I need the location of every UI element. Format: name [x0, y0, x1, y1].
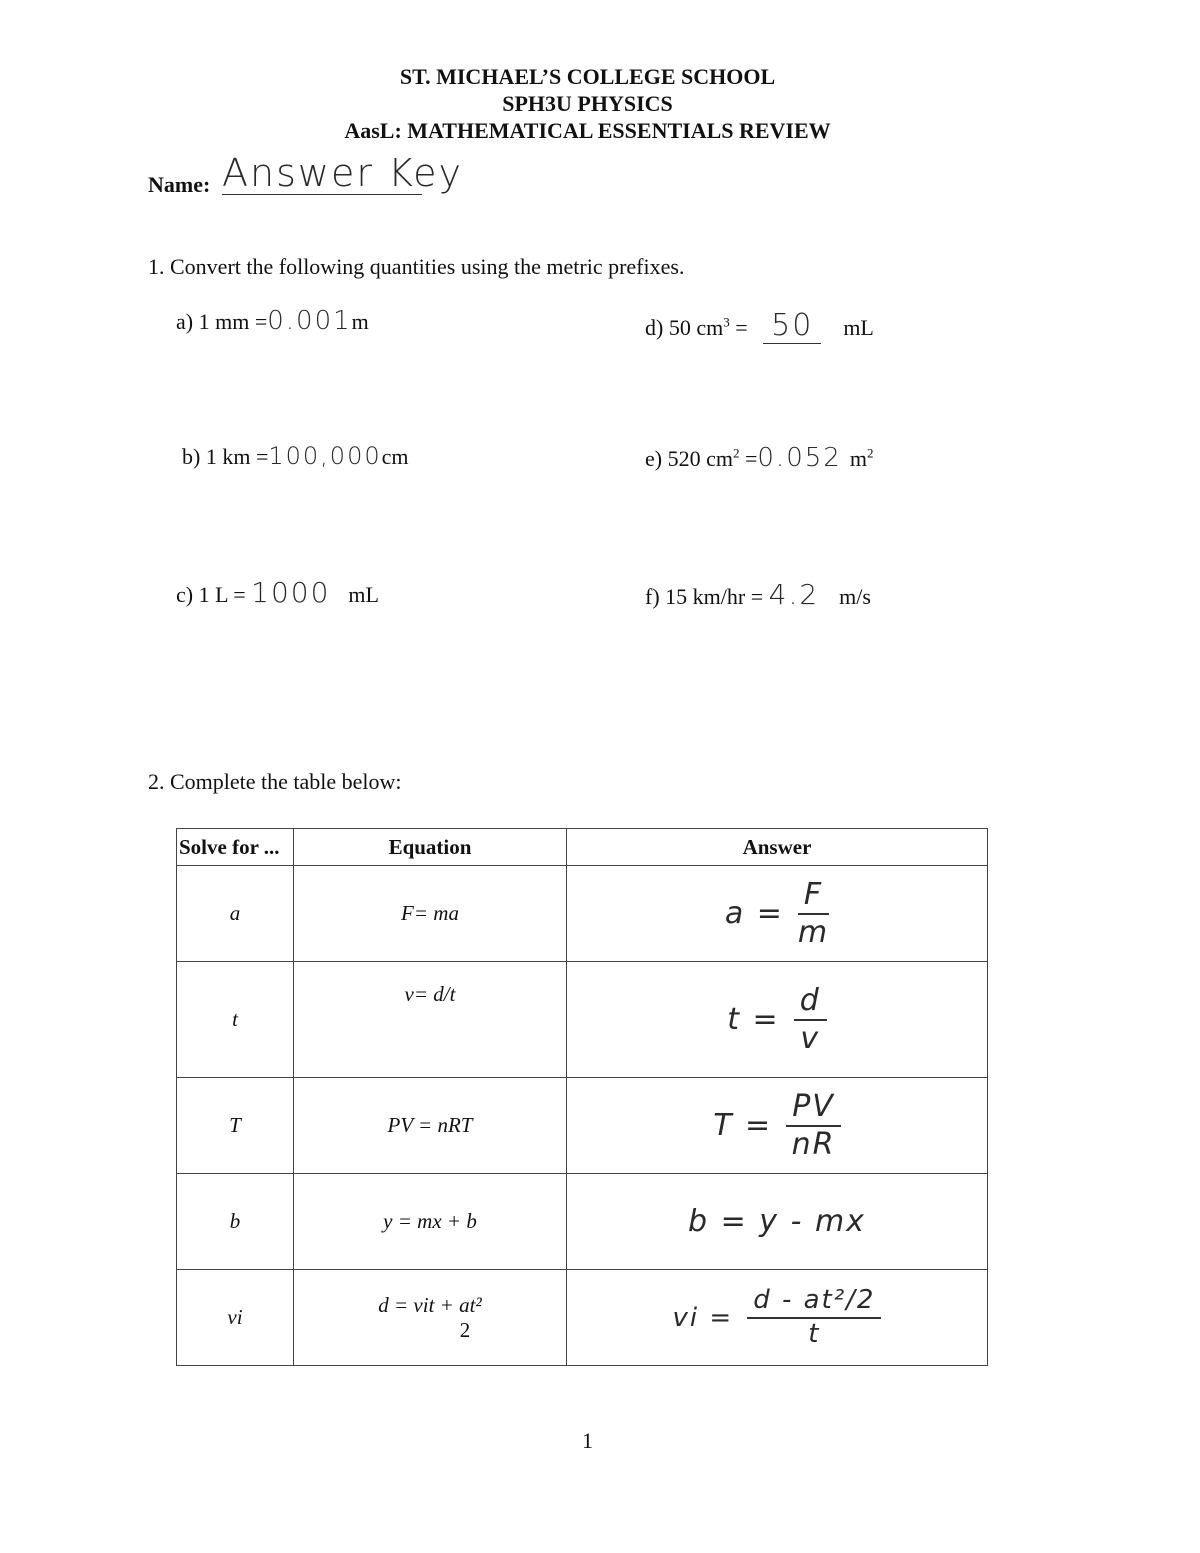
- table-row: [177, 1174, 988, 1270]
- q1-a-answer: 0.001: [267, 306, 352, 336]
- q1-c-unit: mL: [348, 582, 379, 607]
- q1-c: [176, 576, 379, 609]
- header-equation: Equation: [294, 829, 567, 866]
- q1-d-label: d) 50 cm: [645, 315, 724, 340]
- q1-c-label: c) 1 L =: [176, 582, 246, 607]
- name-label: Name:: [148, 172, 211, 197]
- q1-c-answer: 1000: [251, 576, 331, 609]
- q1-b-label: b) 1 km =: [182, 444, 269, 469]
- row-equation: PV = nRT: [294, 1078, 567, 1174]
- answer-lhs: a =: [724, 896, 784, 931]
- answer-numerator: d: [794, 983, 827, 1021]
- row-equation: y = mx + b: [294, 1174, 567, 1270]
- row-var: b: [177, 1174, 294, 1270]
- row-answer: [567, 962, 988, 1078]
- q1-a-unit: m: [351, 309, 369, 334]
- q1-a-label: a) 1 mm =: [176, 309, 268, 334]
- page-number: 1: [582, 1428, 593, 1453]
- q1-e-unit-exp: 2: [866, 445, 874, 461]
- school-name: ST. MICHAEL’S COLLEGE SCHOOL: [399, 64, 776, 89]
- row-var: vi: [177, 1270, 294, 1366]
- table-row: [177, 866, 988, 962]
- row-equation: v= d/t: [294, 962, 567, 1078]
- row-answer: [567, 1078, 988, 1174]
- row-var: t: [177, 962, 294, 1078]
- q1-e-unit: m: [849, 446, 867, 471]
- header-answer: Answer: [567, 829, 988, 866]
- equation-bottom: 2: [459, 1317, 471, 1342]
- table-row: [177, 1078, 988, 1174]
- row-answer: [567, 866, 988, 962]
- answer-lhs: t =: [727, 1002, 780, 1037]
- q1-d-eq: =: [729, 315, 748, 340]
- answer-numerator: d - at²/2: [747, 1285, 881, 1318]
- answer-numerator: PV: [786, 1089, 841, 1127]
- answer-lhs: vi =: [672, 1302, 734, 1333]
- answer-numerator: F: [798, 877, 829, 915]
- worksheet-title: AasL: MATHEMATICAL ESSENTIALS REVIEW: [344, 118, 831, 143]
- table-header-row: [177, 829, 988, 866]
- table-row: [177, 962, 988, 1078]
- q1-f-label: f) 15 km/hr =: [645, 584, 764, 609]
- q1-e-label: e) 520 cm: [645, 446, 733, 471]
- answer-denominator: nR: [791, 1126, 836, 1162]
- q1-b: [182, 442, 409, 470]
- q1-d-answer: 50: [763, 308, 821, 344]
- answer-denominator: m: [797, 914, 830, 950]
- row-answer: [567, 1270, 988, 1366]
- q1-f-answer: 4.2: [768, 578, 820, 611]
- q1-d-unit: mL: [843, 315, 874, 340]
- row-var: T: [177, 1078, 294, 1174]
- q1-e-answer: 0.052: [757, 443, 842, 473]
- row-equation: F= ma: [294, 866, 567, 962]
- q1-prompt: 1. Convert the following quantities using the metric prefixes.: [148, 254, 685, 279]
- q1-a: [176, 306, 369, 336]
- q1-e: [645, 443, 873, 473]
- answer-denominator: t: [808, 1318, 821, 1349]
- q1-b-answer: 100,000: [268, 442, 382, 470]
- q1-e-exp: 2: [732, 445, 740, 461]
- header-solve-for: Solve for ...: [177, 829, 294, 866]
- row-equation: [294, 1270, 567, 1366]
- row-var: a: [177, 866, 294, 962]
- course-name: SPH3U PHYSICS: [502, 91, 673, 116]
- q1-b-unit: cm: [381, 444, 409, 469]
- q1-d-exp: 3: [723, 314, 730, 330]
- q1-f: [645, 578, 871, 611]
- row-answer: [567, 1174, 988, 1270]
- table-row: [177, 1270, 988, 1366]
- q1-e-eq: =: [739, 446, 758, 471]
- answer-text: b = y - mx: [688, 1204, 866, 1239]
- equation-top: d = vit + at²: [378, 1292, 482, 1317]
- answer-denominator: v: [800, 1020, 821, 1056]
- q2-prompt: 2. Complete the table below:: [148, 769, 402, 794]
- q1-f-unit: m/s: [839, 584, 871, 609]
- solve-table: [176, 828, 988, 1366]
- answer-lhs: T =: [713, 1108, 773, 1143]
- name-value: Answer Key: [222, 151, 463, 195]
- q1-d: [645, 308, 874, 344]
